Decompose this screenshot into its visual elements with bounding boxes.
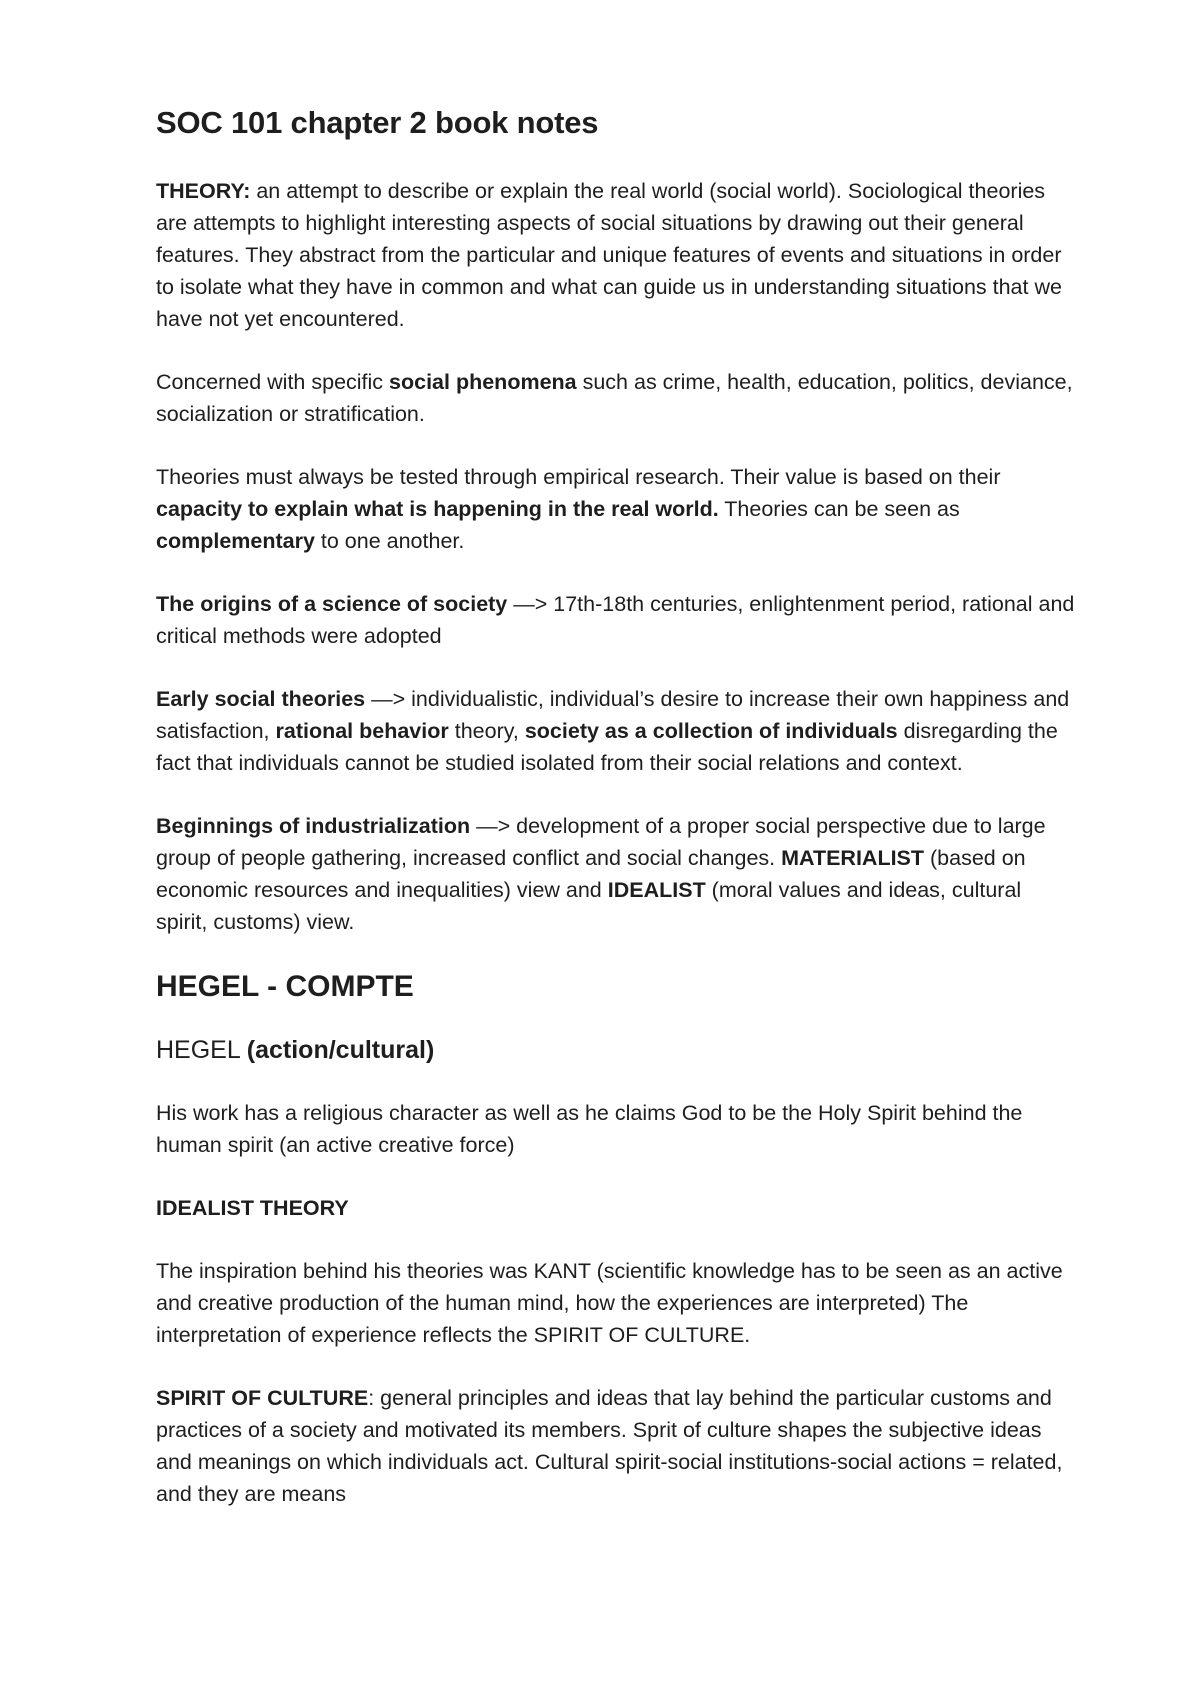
spirit-of-culture-paragraph [156,1382,1076,1510]
theory-term: THEORY: [156,179,251,204]
bold-run: social phenomena [389,370,577,395]
bold-run: IDEALIST THEORY [156,1196,349,1221]
text-run: HEGEL [156,1036,247,1065]
text-run: such as crime, health, education, politics, deviance, socialization or stratification. [156,370,1073,427]
text-run: —> development of a proper social perspective due to large group of people gathering, increased conflict and social changes. [156,814,1046,871]
empirical-research-paragraph [156,461,1076,557]
bold-run: IDEALIST [607,878,706,903]
text-run: Concerned with specific [156,370,390,395]
text-run: to one another. [314,529,465,554]
bold-run: capacity to explain what is happening in the real world. [156,497,719,522]
origins-paragraph [156,588,1076,652]
text-run: —> 17th-18th centuries, enlightenment period, rational and critical methods were adopted [156,592,1075,649]
theory-body: an attempt to describe or explain the real world (social world). Sociological theories are attempts to highlight interesting aspects of social situations by drawing out their general features. They abstract from the particular and unique features of events and situations in order to isolate what they have in common and what can guide us in understanding situations that we have not yet encountered. [156,179,1062,332]
early-theories-paragraph [156,683,1076,779]
text-run: : general principles and ideas that lay behind the particular customs and practices of a society and motivated its members. Sprit of culture shapes the subjective ideas and meanings on which individuals act. Cultural spirit-social institutions-social actions = related, and they are means [156,1386,1063,1507]
bold-run: The origins of a science of society [156,592,508,617]
bold-run: Early social theories [156,687,366,712]
religious-paragraph: His work has a religious character as well as he claims God to be the Holy Spirit behind the human spirit (an active creative force) [156,1101,1023,1158]
hegel-heading [156,1035,1076,1065]
idealist-theory-heading [156,1192,1076,1224]
bold-run: Beginnings of industrialization [156,814,471,839]
social-phenomena-paragraph [156,366,1076,430]
industrialization-paragraph [156,810,1076,938]
text-run: theory, [448,719,525,744]
theory-paragraph [156,175,1076,335]
text-run: Theories can be seen as [718,497,960,522]
text-run: (based on economic resources and inequalities) view and [156,846,1026,903]
document-page [156,104,1076,1541]
bold-run: rational behavior [275,719,449,744]
text-run: Theories must always be tested through empirical research. Their value is based on their [156,465,1001,490]
text-run: —> individualistic, individual’s desire to increase their own happiness and satisfaction, [156,687,1070,744]
section-heading: HEGEL - COMPTE [156,970,414,1004]
bold-run: MATERIALIST [781,846,925,871]
bold-run: SPIRIT OF CULTURE [156,1386,369,1411]
bold-run: complementary [156,529,315,554]
bold-run: (action/cultural) [246,1036,435,1065]
bold-run: society as a collection of individuals [524,719,898,744]
document-title: SOC 101 chapter 2 book notes [156,105,599,140]
text-run: (moral values and ideas, cultural spirit, customs) view. [156,878,1022,935]
text-run: disregarding the fact that individuals cannot be studied isolated from their social relations and context. [156,719,1058,776]
kant-paragraph: The inspiration behind his theories was KANT (scientific knowledge has to be seen as an active and creative production of the human mind, how the experiences are interpreted) The interpretation of experience reflects the SPIRIT OF CULTURE. [156,1259,1063,1348]
